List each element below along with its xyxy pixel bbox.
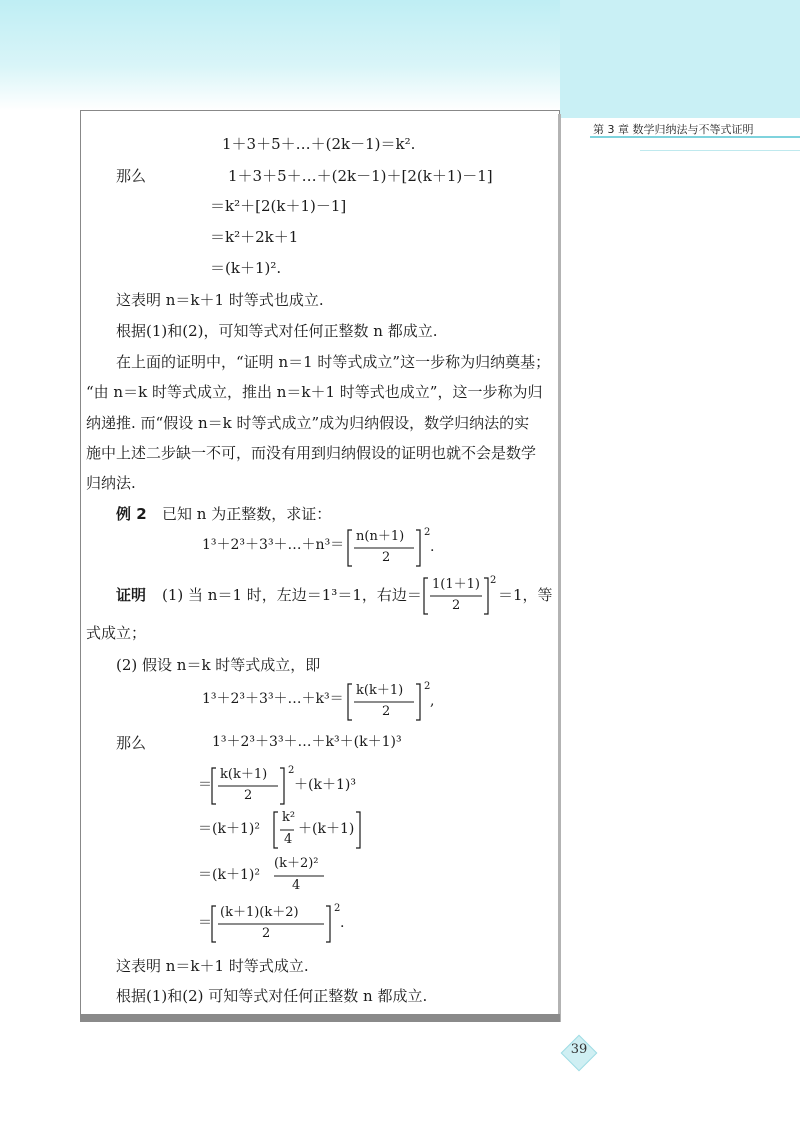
equation-line: ＝(k＋1)².	[210, 259, 282, 277]
fraction-denominator: 4	[284, 832, 293, 847]
text-line: 这表明 n＝k＋1 时等式也成立.	[116, 291, 324, 309]
fraction-denominator: 2	[382, 704, 391, 719]
fraction-denominator: 2	[452, 598, 461, 613]
fraction-numerator: k(k＋1)	[220, 767, 268, 782]
header-color-block	[560, 0, 800, 118]
equation-line: ＝k²＋2k＋1	[210, 228, 299, 246]
paragraph-line: 在上面的证明中，“证明 n＝1 时等式成立”这一步称为归纳奠基；	[116, 353, 551, 371]
chapter-underline	[590, 136, 800, 138]
text-line: 根据(1)和(2)，可知等式对任何正整数 n 都成立.	[116, 322, 438, 340]
paragraph-line: 归纳法.	[86, 474, 136, 492]
paragraph-line: 施中上述二步缺一不可，而没有用到归纳假设的证明也就不会是数学	[86, 444, 537, 462]
equation-line: 1＋3＋5＋…＋(2k－1)＝k².	[222, 135, 416, 153]
exponent: 2	[288, 765, 295, 776]
equation-left: 1³＋2³＋3³＋…＋n³＝	[202, 537, 345, 553]
frame-bottom-bar	[80, 1014, 560, 1022]
comma: ,	[430, 693, 435, 709]
fraction-denominator: 4	[292, 878, 301, 893]
text-line: 根据(1)和(2) 可知等式对任何正整数 n 都成立.	[116, 987, 428, 1005]
fraction-numerator: k²	[282, 810, 296, 825]
fraction-numerator: n(n＋1)	[356, 529, 405, 544]
equation-left: 1³＋2³＋3³＋…＋k³＝	[202, 691, 344, 707]
page-number: 39	[570, 1042, 588, 1057]
fraction-numerator: (k＋2)²	[274, 856, 319, 871]
exponent: 2	[424, 527, 431, 538]
frame-shadow	[558, 114, 561, 1022]
equation-line: ＝k²＋[2(k＋1)－1]	[210, 197, 347, 215]
proof-text: (2) 假设 n＝k 时等式成立，即	[116, 656, 321, 674]
equation-right: ＋(k＋1)³	[294, 777, 356, 793]
proof-text: ＝1，等	[498, 586, 553, 604]
proof-label: 证明	[116, 586, 147, 604]
equation-right: ＋(k＋1)	[298, 821, 355, 837]
equals-sign: ＝	[198, 777, 212, 793]
equation-line: 1³＋2³＋3³＋…＋k³＋(k＋1)³	[212, 734, 402, 750]
example-label: 例 2	[116, 505, 147, 523]
equation-left: ＝(k＋1)²	[198, 867, 260, 883]
example-statement: 已知 n 为正整数，求证：	[162, 505, 332, 523]
exponent: 2	[424, 681, 431, 692]
text-line: 这表明 n＝k＋1 时等式成立.	[116, 957, 309, 975]
fraction-denominator: 2	[244, 788, 253, 803]
exponent: 2	[334, 903, 341, 914]
proof-text: (1) 当 n＝1 时，左边＝1³＝1，右边＝	[162, 586, 422, 604]
fraction-numerator: 1(1＋1)	[432, 577, 480, 592]
chapter-title: 第 3 章 数学归纳法与不等式证明	[593, 123, 754, 136]
period: .	[430, 539, 435, 555]
exponent: 2	[490, 575, 497, 586]
label-then: 那么	[116, 734, 147, 752]
paragraph-line: “由 n＝k 时等式成立，推出 n＝k＋1 时等式也成立”，这一步称为归	[86, 383, 543, 401]
equals-sign: ＝	[198, 915, 212, 931]
fraction-numerator: (k＋1)(k＋2)	[220, 905, 299, 920]
equation-line: 1＋3＋5＋…＋(2k－1)＋[2(k＋1)－1]	[228, 167, 493, 185]
fraction-denominator: 2	[382, 550, 391, 565]
equation-left: ＝(k＋1)²	[198, 821, 260, 837]
fraction-denominator: 2	[262, 926, 271, 941]
chapter-underline-thin	[640, 150, 800, 151]
fraction-numerator: k(k＋1)	[356, 683, 404, 698]
proof-text: 式成立；	[86, 624, 147, 642]
paragraph-line: 纳递推. 而“假设 n＝k 时等式成立”成为归纳假设，数学归纳法的实	[86, 414, 530, 432]
label-then: 那么	[116, 167, 147, 185]
period: .	[340, 915, 345, 931]
